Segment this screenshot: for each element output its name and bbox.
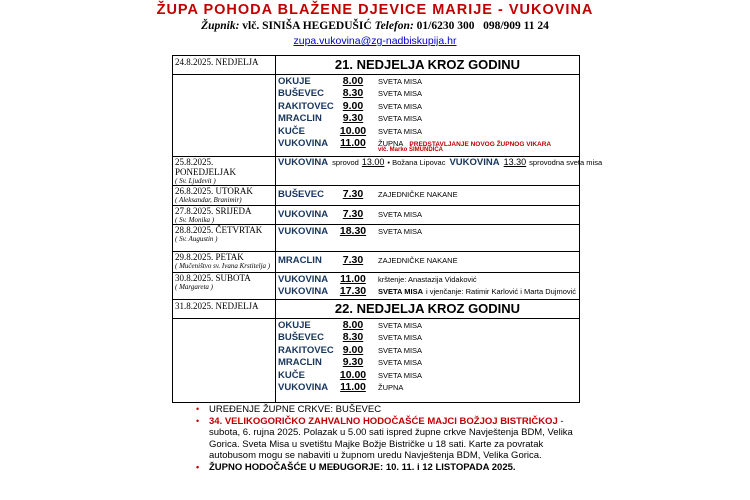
special-note: PREDSTAVLJANJE NOVOG ŽUPNOG VIKARA [409, 140, 552, 148]
mass-row: KUČE 10.00 SVETA MISA [278, 368, 423, 381]
pastor-name: vlč. SINIŠA HEGEDUŠIĆ [242, 20, 372, 32]
mass-row: VUKOVINA 11.00 ŽUPNA PREDSTAVLJANJE NOVOG ŽUPNOG VIKARA [278, 136, 552, 149]
monday-masses [276, 157, 603, 186]
monday-date: 25.8.2025. PONEDJELJAK ( Sv. Ljudevit ) [173, 157, 276, 186]
phone-label: Telefon: [374, 20, 414, 32]
mass-row: KUČE 10.00 SVETA MISA [278, 124, 423, 137]
mass-row: VUKOVINA 17.30 SVETA MISA i vjenčanje: Ratimir Karlović i Marta Dujmović [278, 285, 577, 298]
parish-title: ŽUPA POHODA BLAŽENE DJEVICE MARIJE - VUKOVINA [156, 2, 594, 18]
mass-row: BUŠEVEC 8.30 SVETA MISA [278, 87, 423, 100]
mass-row: MRACLIN 7.30 ZAJEDNIČKE NAKANE [278, 254, 458, 266]
thursday-masses [276, 225, 580, 252]
email-link[interactable]: zupa.vukovina@zg-nadbiskupija.hr [293, 35, 457, 47]
sunday2-title: 22. NEDJELJA KROZ GODINU [276, 300, 580, 319]
mass-row: VUKOVINA 7.30 SVETA MISA [278, 208, 423, 220]
mass-row: MRACLIN 9.30 SVETA MISA [278, 112, 423, 125]
tuesday-date: 26.8.2025. UTORAK ( Aleksandar, Branimir) [173, 186, 276, 206]
mass-row: VUKOVINA 11.00 ŽUPNA [278, 380, 404, 393]
mass-row: OKUJE 8.00 SVETA MISA [278, 75, 423, 87]
sunday1-masses [276, 75, 580, 157]
announcements [196, 404, 576, 474]
pastor-label: Župnik: [201, 20, 240, 32]
mass-schedule-table [172, 55, 603, 403]
friday-date: 29.8.2025. PETAK ( Mučeništvo sv. Ivana Krstitelja ) [173, 252, 276, 273]
saturday-date: 30.8.2025. SUBOTA ( Margareta ) [173, 273, 276, 300]
friday-masses [276, 252, 580, 273]
bullet-icon: • [196, 415, 200, 426]
mass-row: VUKOVINA 11.00 krštenje: Anastazija Vidaković [278, 273, 477, 285]
thursday-date: 28.8.2025. ČETVRTAK ( Sv. Augustin ) [173, 225, 276, 252]
announcement-item: • ŽUPNO HODOČAŠĆE U MEĐUGORJE: 10. 11. i 12 LISTOPADA 2025. [196, 461, 516, 473]
saturday-masses [276, 273, 580, 300]
phone-numbers: 01/6230 300 098/909 11 24 [416, 20, 549, 32]
sunday1-date-cell [173, 75, 276, 157]
announcement-item: • UREĐENJE ŽUPNE CRKVE: BUŠEVEC [196, 404, 382, 415]
mass-row: MRACLIN 9.30 SVETA MISA [278, 356, 423, 369]
sunday1-date: 24.8.2025. NEDJELJA [173, 56, 276, 75]
bullet-icon: • [196, 404, 200, 414]
special-note-sub: vlč. Marko ŠIMUNDIĆA [378, 147, 444, 154]
sunday2-date: 31.8.2025. NEDJELJA [173, 300, 276, 319]
pastor-line [0, 20, 750, 32]
mass-row: VUKOVINA 18.30 SVETA MISA [278, 225, 423, 237]
mass-row: RAKITOVEC 9.00 SVETA MISA [278, 343, 423, 356]
sunday1-title: 21. NEDJELJA KROZ GODINU [276, 56, 580, 75]
sunday2-masses [276, 319, 580, 403]
mass-row: OKUJE 8.00 SVETA MISA [278, 319, 423, 331]
mass-row: VUKOVINA sprovod 13.00 • Božana Lipovac VUKOVINA 13.30 sprovodna sveta misa [278, 157, 603, 168]
mass-row: BUŠEVEC 8.30 SVETA MISA [278, 331, 423, 344]
tuesday-masses [276, 186, 580, 206]
announcement-item: • 34. VELIKOGORIČKO ZAHVALNO HODOČAŠĆE MAJCI BOŽJOJ BISTRIČKOJ - subota, 6. rujna 2025. Polazak u 5.00 sati ispred župne crkve Navještenja BDM, Velika Gorica. Sveta Misa u svetištu Majke Božje Bistričke u 18 sati. Karte za povratak autobusom mogu se nabaviti u župnom uredu Navještenja BDM, Velika Gorica. [196, 415, 573, 462]
bullet-icon: • [196, 461, 200, 472]
mass-row: BUŠEVEC 7.30 ZAJEDNIČKE NAKANE [278, 188, 458, 200]
wednesday-masses [276, 206, 580, 225]
mass-row: RAKITOVEC 9.00 SVETA MISA [278, 99, 423, 112]
sunday2-date-cell [173, 319, 276, 403]
wednesday-date: 27.8.2025. SRIJEDA ( Sv. Monika ) [173, 206, 276, 225]
